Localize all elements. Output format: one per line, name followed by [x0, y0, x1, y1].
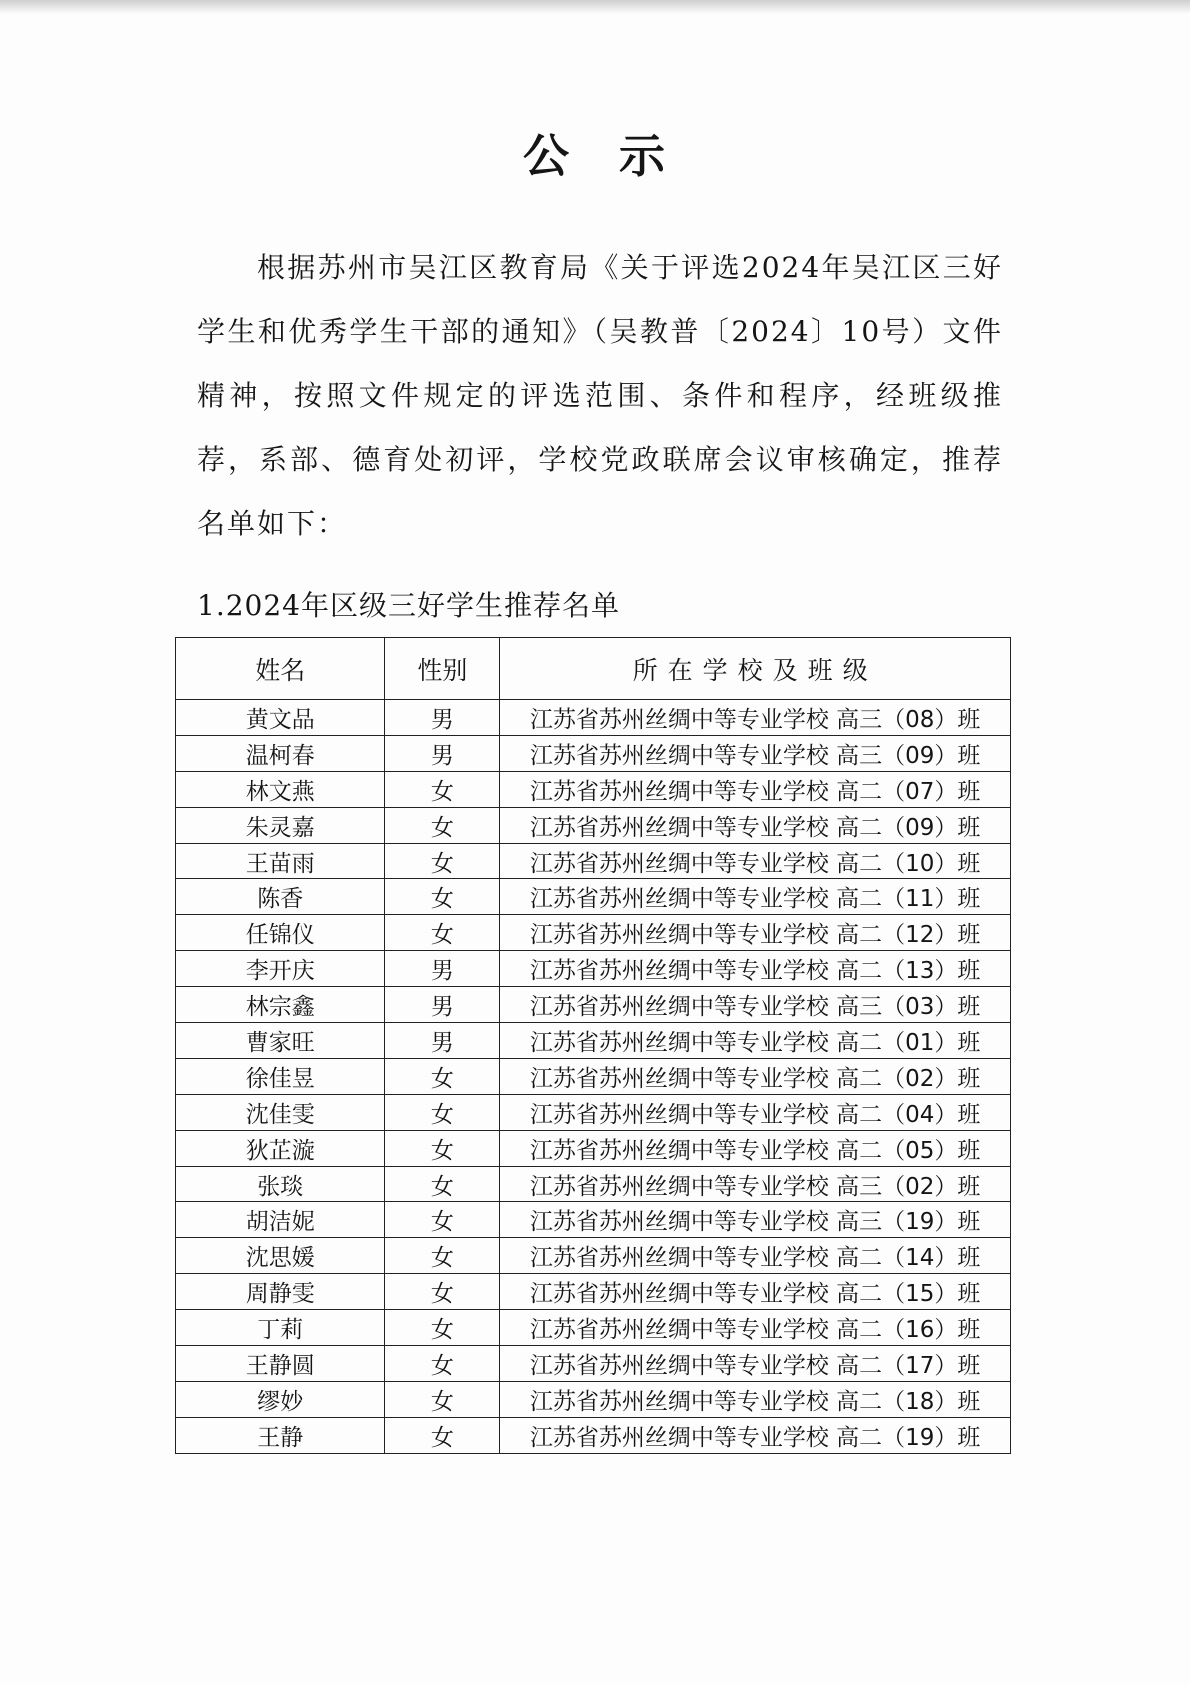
- table-row: [176, 1274, 1011, 1310]
- cell-gender: 女: [385, 1094, 500, 1130]
- cell-school-class: 江苏省苏州丝绸中等专业学校 高二（04）班: [500, 1094, 1011, 1130]
- student-roster-table: [175, 637, 1011, 1454]
- table-row: [176, 1310, 1011, 1346]
- cell-name: 陈香: [176, 879, 385, 915]
- intro-paragraph: [197, 236, 1003, 556]
- table-row: [176, 951, 1011, 987]
- cell-school-class: 江苏省苏州丝绸中等专业学校 高二（02）班: [500, 1058, 1011, 1094]
- cell-gender: 女: [385, 1238, 500, 1274]
- table-body: [176, 700, 1011, 1454]
- table-row: [176, 1381, 1011, 1417]
- cell-gender: 女: [385, 1417, 500, 1453]
- cell-gender: 女: [385, 879, 500, 915]
- cell-gender: 男: [385, 700, 500, 736]
- cell-school-class: 江苏省苏州丝绸中等专业学校 高二（18）班: [500, 1381, 1011, 1417]
- cell-school-class: 江苏省苏州丝绸中等专业学校 高三（09）班: [500, 735, 1011, 771]
- table-row: [176, 807, 1011, 843]
- table-row: [176, 915, 1011, 951]
- cell-gender: 女: [385, 1310, 500, 1346]
- cell-name: 丁莉: [176, 1310, 385, 1346]
- table-row: [176, 1023, 1011, 1059]
- table-row: [176, 1238, 1011, 1274]
- cell-name: 王静圆: [176, 1346, 385, 1382]
- cell-gender: 女: [385, 807, 500, 843]
- cell-school-class: 江苏省苏州丝绸中等专业学校 高二（11）班: [500, 879, 1011, 915]
- scan-edge-shadow: [0, 0, 1190, 14]
- cell-gender: 女: [385, 771, 500, 807]
- header-gender: 性别: [385, 638, 500, 700]
- table-row: [176, 879, 1011, 915]
- cell-gender: 女: [385, 1130, 500, 1166]
- cell-gender: 女: [385, 1058, 500, 1094]
- cell-school-class: 江苏省苏州丝绸中等专业学校 高二（10）班: [500, 843, 1011, 879]
- cell-school-class: 江苏省苏州丝绸中等专业学校 高二（15）班: [500, 1274, 1011, 1310]
- cell-gender: 女: [385, 1166, 500, 1202]
- header-name: 姓名: [176, 638, 385, 700]
- table-row: [176, 1130, 1011, 1166]
- cell-school-class: 江苏省苏州丝绸中等专业学校 高二（13）班: [500, 951, 1011, 987]
- section-heading: 1.2024年区级三好学生推荐名单: [197, 589, 620, 622]
- table-row: [176, 700, 1011, 736]
- intro-paragraph-text: 根据苏州市吴江区教育局《关于评选2024年吴江区三好学生和优秀学生干部的通知》（吴教普〔2024〕10号）文件精神，按照文件规定的评选范围、条件和程序，经班级推荐，系部、德育处初评，学校党政联席会议审核确定，推荐名单如下：: [197, 251, 1003, 540]
- cell-gender: 女: [385, 843, 500, 879]
- cell-gender: 女: [385, 1274, 500, 1310]
- table-row: [176, 1166, 1011, 1202]
- table-row: [176, 771, 1011, 807]
- cell-school-class: 江苏省苏州丝绸中等专业学校 高二（16）班: [500, 1310, 1011, 1346]
- cell-name: 胡洁妮: [176, 1202, 385, 1238]
- cell-name: 王静: [176, 1417, 385, 1453]
- cell-name: 张琰: [176, 1166, 385, 1202]
- cell-name: 朱灵嘉: [176, 807, 385, 843]
- cell-gender: 女: [385, 1202, 500, 1238]
- cell-school-class: 江苏省苏州丝绸中等专业学校 高三（19）班: [500, 1202, 1011, 1238]
- cell-gender: 男: [385, 735, 500, 771]
- cell-name: 周静雯: [176, 1274, 385, 1310]
- cell-name: 温柯春: [176, 735, 385, 771]
- cell-gender: 男: [385, 951, 500, 987]
- header-school-class: 所在学校及班级: [500, 638, 1011, 700]
- cell-name: 沈佳雯: [176, 1094, 385, 1130]
- cell-name: 缪妙: [176, 1381, 385, 1417]
- cell-gender: 女: [385, 1381, 500, 1417]
- cell-school-class: 江苏省苏州丝绸中等专业学校 高三（02）班: [500, 1166, 1011, 1202]
- table-row: [176, 1202, 1011, 1238]
- table-row: [176, 1094, 1011, 1130]
- cell-name: 沈思媛: [176, 1238, 385, 1274]
- cell-school-class: 江苏省苏州丝绸中等专业学校 高二（17）班: [500, 1346, 1011, 1382]
- table-row: [176, 843, 1011, 879]
- cell-school-class: 江苏省苏州丝绸中等专业学校 高二（14）班: [500, 1238, 1011, 1274]
- cell-name: 狄芷漩: [176, 1130, 385, 1166]
- table-row: [176, 987, 1011, 1023]
- cell-gender: 女: [385, 1346, 500, 1382]
- cell-name: 林文燕: [176, 771, 385, 807]
- cell-name: 曹家旺: [176, 1023, 385, 1059]
- cell-school-class: 江苏省苏州丝绸中等专业学校 高二（19）班: [500, 1417, 1011, 1453]
- table-row: [176, 1346, 1011, 1382]
- cell-gender: 女: [385, 915, 500, 951]
- cell-school-class: 江苏省苏州丝绸中等专业学校 高二（05）班: [500, 1130, 1011, 1166]
- cell-name: 王苗雨: [176, 843, 385, 879]
- cell-gender: 男: [385, 1023, 500, 1059]
- document-title: 公 示: [523, 129, 667, 183]
- table-row: [176, 1417, 1011, 1453]
- cell-name: 李开庆: [176, 951, 385, 987]
- cell-school-class: 江苏省苏州丝绸中等专业学校 高二（01）班: [500, 1023, 1011, 1059]
- cell-school-class: 江苏省苏州丝绸中等专业学校 高三（08）班: [500, 700, 1011, 736]
- cell-school-class: 江苏省苏州丝绸中等专业学校 高三（03）班: [500, 987, 1011, 1023]
- cell-name: 徐佳昱: [176, 1058, 385, 1094]
- table-header-row: [176, 638, 1011, 700]
- cell-name: 黄文品: [176, 700, 385, 736]
- table-row: [176, 1058, 1011, 1094]
- cell-gender: 男: [385, 987, 500, 1023]
- cell-name: 林宗鑫: [176, 987, 385, 1023]
- cell-school-class: 江苏省苏州丝绸中等专业学校 高二（09）班: [500, 807, 1011, 843]
- table-row: [176, 735, 1011, 771]
- cell-school-class: 江苏省苏州丝绸中等专业学校 高二（12）班: [500, 915, 1011, 951]
- cell-school-class: 江苏省苏州丝绸中等专业学校 高二（07）班: [500, 771, 1011, 807]
- cell-name: 任锦仪: [176, 915, 385, 951]
